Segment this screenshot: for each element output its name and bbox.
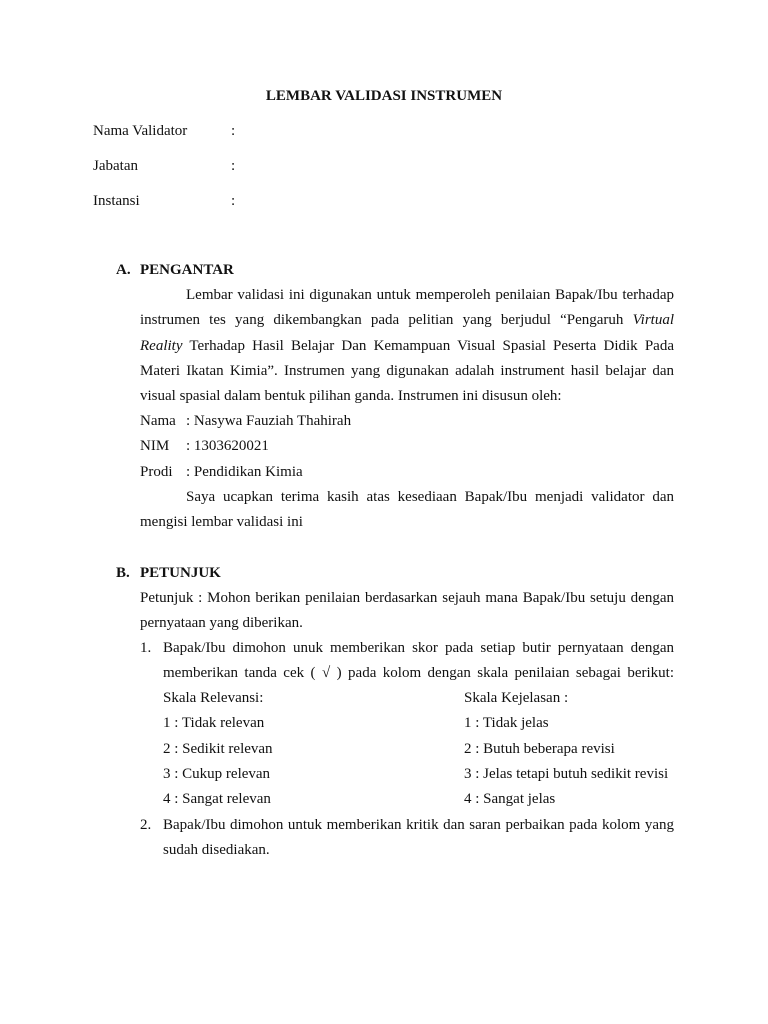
list-item-line: memberikan tanda cek ( √ ) pada kolom dengan skala penilaian sebagai berikut: xyxy=(163,665,674,681)
thanks-line: mengisi lembar validasi ini xyxy=(140,514,303,530)
instruction-line: pernyataan yang diberikan. xyxy=(140,615,303,631)
document-title: LEMBAR VALIDASI INSTRUMEN xyxy=(265,88,503,104)
list-item-number: 1. xyxy=(140,640,152,656)
list-item-line: Bapak/Ibu dimohon unuk memberikan skor pada setiap butir pernyataan dengan xyxy=(163,640,674,656)
author-label-nama: Nama xyxy=(140,413,176,429)
paragraph-line: Materi Ikatan Kimia”. Instrumen yang digunakan adalah instrument hasil belajar dan xyxy=(140,363,674,379)
scale-relevansi-title: Skala Relevansi: xyxy=(163,690,264,706)
scale-kejelasan-item: 2 : Butuh beberapa revisi xyxy=(464,741,615,757)
paragraph-line: Lembar validasi ini digunakan untuk memperoleh penilaian Bapak/Ibu terhadap xyxy=(186,287,674,303)
list-item-line: Bapak/Ibu dimohon untuk memberikan kritik dan saran perbaikan pada kolom yang xyxy=(163,817,674,833)
thanks-line: Saya ucapkan terima kasih atas kesediaan Bapak/Ibu menjadi validator dan xyxy=(186,489,674,505)
scale-relevansi-item: 2 : Sedikit relevan xyxy=(163,741,273,757)
section-b-number: B. xyxy=(116,565,130,581)
field-colon: : xyxy=(231,193,236,209)
author-label-prodi: Prodi xyxy=(140,464,173,480)
author-value-nama: : Nasywa Fauziah Thahirah xyxy=(186,413,352,429)
section-a-title: PENGANTAR xyxy=(140,262,234,278)
field-colon: : xyxy=(231,123,236,139)
author-label-nim: NIM xyxy=(140,438,170,454)
field-colon: : xyxy=(231,158,236,174)
field-label-nama-validator: Nama Validator xyxy=(93,123,188,139)
instruction-line: Petunjuk : Mohon berikan penilaian berdasarkan sejauh mana Bapak/Ibu setuju dengan xyxy=(140,590,674,606)
list-item-number: 2. xyxy=(140,817,152,833)
scale-kejelasan-title: Skala Kejelasan : xyxy=(464,690,569,706)
list-item-line: sudah disediakan. xyxy=(163,842,270,858)
scale-relevansi-item: 4 : Sangat relevan xyxy=(163,791,271,807)
field-label-jabatan: Jabatan xyxy=(93,158,138,174)
paragraph-line: instrumen tes yang dikembangkan pada pelitian yang berjudul “Pengaruh Virtual xyxy=(140,312,674,328)
scale-relevansi-item: 3 : Cukup relevan xyxy=(163,766,271,782)
author-value-nim: : 1303620021 xyxy=(186,438,269,454)
scale-kejelasan-item: 1 : Tidak jelas xyxy=(464,715,549,731)
section-a-number: A. xyxy=(116,262,131,278)
paragraph-line: Reality Terhadap Hasil Belajar Dan Kemampuan Visual Spasial Peserta Didik Pada xyxy=(140,338,674,354)
field-label-instansi: Instansi xyxy=(93,193,140,209)
scale-kejelasan-item: 4 : Sangat jelas xyxy=(464,791,556,807)
scale-kejelasan-item: 3 : Jelas tetapi butuh sedikit revisi xyxy=(464,766,669,782)
author-value-prodi: : Pendidikan Kimia xyxy=(186,464,303,480)
paragraph-line: visual spasial dalam bentuk pilihan ganda. Instrumen ini disusun oleh: xyxy=(140,388,562,404)
scale-relevansi-item: 1 : Tidak relevan xyxy=(163,715,265,731)
section-b-title: PETUNJUK xyxy=(140,565,221,581)
